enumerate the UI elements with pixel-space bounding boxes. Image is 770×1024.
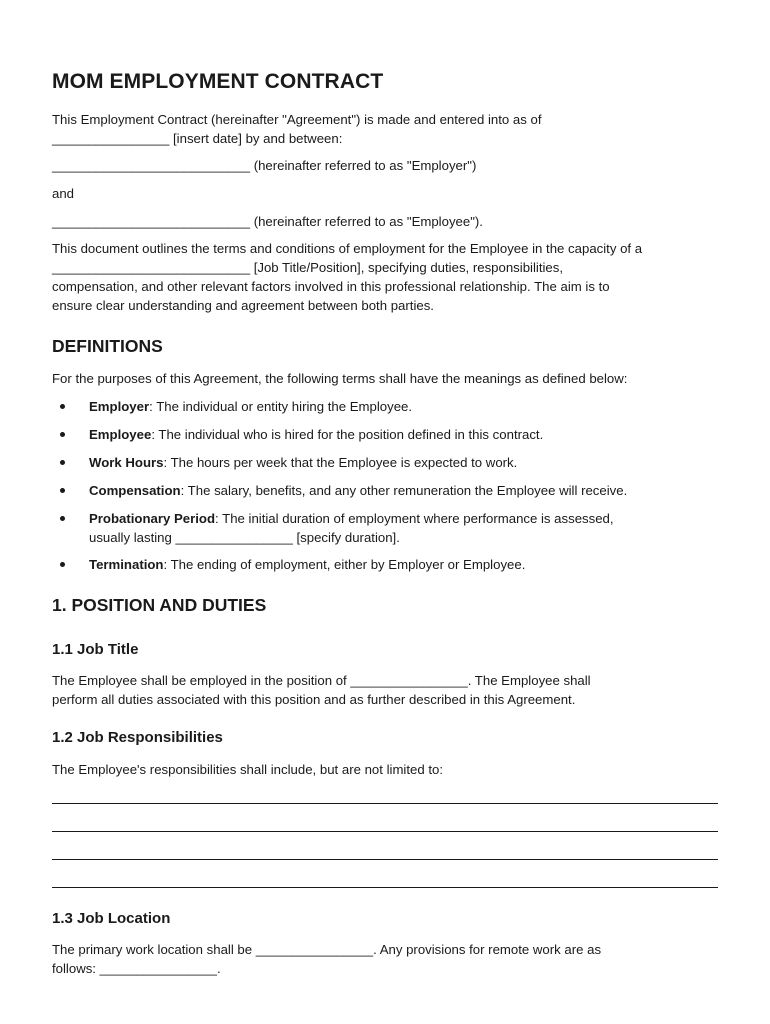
definitions-intro: For the purposes of this Agreement, the following terms shall have the meanings as defined below: <box>52 371 628 386</box>
position-duties-heading: 1. POSITION AND DUTIES <box>52 595 267 615</box>
job-title-line-1: The Employee shall be employed in the position of ________________. The Employee shall <box>52 673 591 688</box>
definition-term: Probationary Period <box>89 511 216 526</box>
definition-term: Termination <box>89 557 164 572</box>
definition-text: : The hours per week that the Employee is expected to work. <box>163 455 518 470</box>
outline-line-1: This document outlines the terms and conditions of employment for the Employee in the capacity of a <box>52 241 643 256</box>
bullet-icon <box>60 432 65 437</box>
outline-line-3: compensation, and other relevant factors involved in this professional relationship. The aim is to <box>52 279 610 294</box>
bullet-icon <box>60 562 65 567</box>
job-location-line-1: The primary work location shall be ________________. Any provisions for remote work are as <box>52 942 602 957</box>
responsibility-blank-line <box>52 803 718 804</box>
and-text: and <box>52 186 75 201</box>
job-location-heading: 1.3 Job Location <box>52 910 171 927</box>
responsibility-blank-line <box>52 887 718 888</box>
definition-term: Employer <box>89 399 150 414</box>
responsibility-blank-line <box>52 831 718 832</box>
intro-line-2: ________________ [insert date] by and between: <box>52 131 343 146</box>
definition-text: : The initial duration of employment where performance is assessed, <box>215 511 614 526</box>
definition-text-line-2: usually lasting ________________ [specify duration]. <box>89 530 400 545</box>
definition-term: Work Hours <box>89 455 164 470</box>
job-title-heading: 1.1 Job Title <box>52 641 139 658</box>
definition-text: : The individual who is hired for the position defined in this contract. <box>151 427 544 442</box>
job-title-line-2: perform all duties associated with this position and as further described in this Agreement. <box>52 692 576 707</box>
outline-line-2: ___________________________ [Job Title/Position], specifying duties, responsibilities, <box>52 260 564 275</box>
definitions-heading: DEFINITIONS <box>52 336 163 356</box>
job-responsibilities-text: The Employee's responsibilities shall include, but are not limited to: <box>52 762 444 777</box>
bullet-icon <box>60 516 65 521</box>
intro-line-1: This Employment Contract (hereinafter "Agreement") is made and entered into as of <box>52 112 542 127</box>
document-title: MOM EMPLOYMENT CONTRACT <box>52 70 384 93</box>
outline-line-4: ensure clear understanding and agreement between both parties. <box>52 298 434 313</box>
definition-text: : The individual or entity hiring the Employee. <box>149 399 413 414</box>
definition-text: : The salary, benefits, and any other remuneration the Employee will receive. <box>180 483 628 498</box>
bullet-icon <box>60 488 65 493</box>
definition-term: Compensation <box>89 483 181 498</box>
employer-line: ___________________________ (hereinafter referred to as "Employer") <box>52 158 477 173</box>
job-responsibilities-heading: 1.2 Job Responsibilities <box>52 729 223 746</box>
definition-text: : The ending of employment, either by Employer or Employee. <box>163 557 526 572</box>
bullet-icon <box>60 460 65 465</box>
employee-line: ___________________________ (hereinafter referred to as "Employee"). <box>52 214 483 229</box>
responsibility-blank-line <box>52 859 718 860</box>
definition-term: Employee <box>89 427 152 442</box>
bullet-icon <box>60 404 65 409</box>
job-location-line-2: follows: ________________. <box>52 961 221 976</box>
